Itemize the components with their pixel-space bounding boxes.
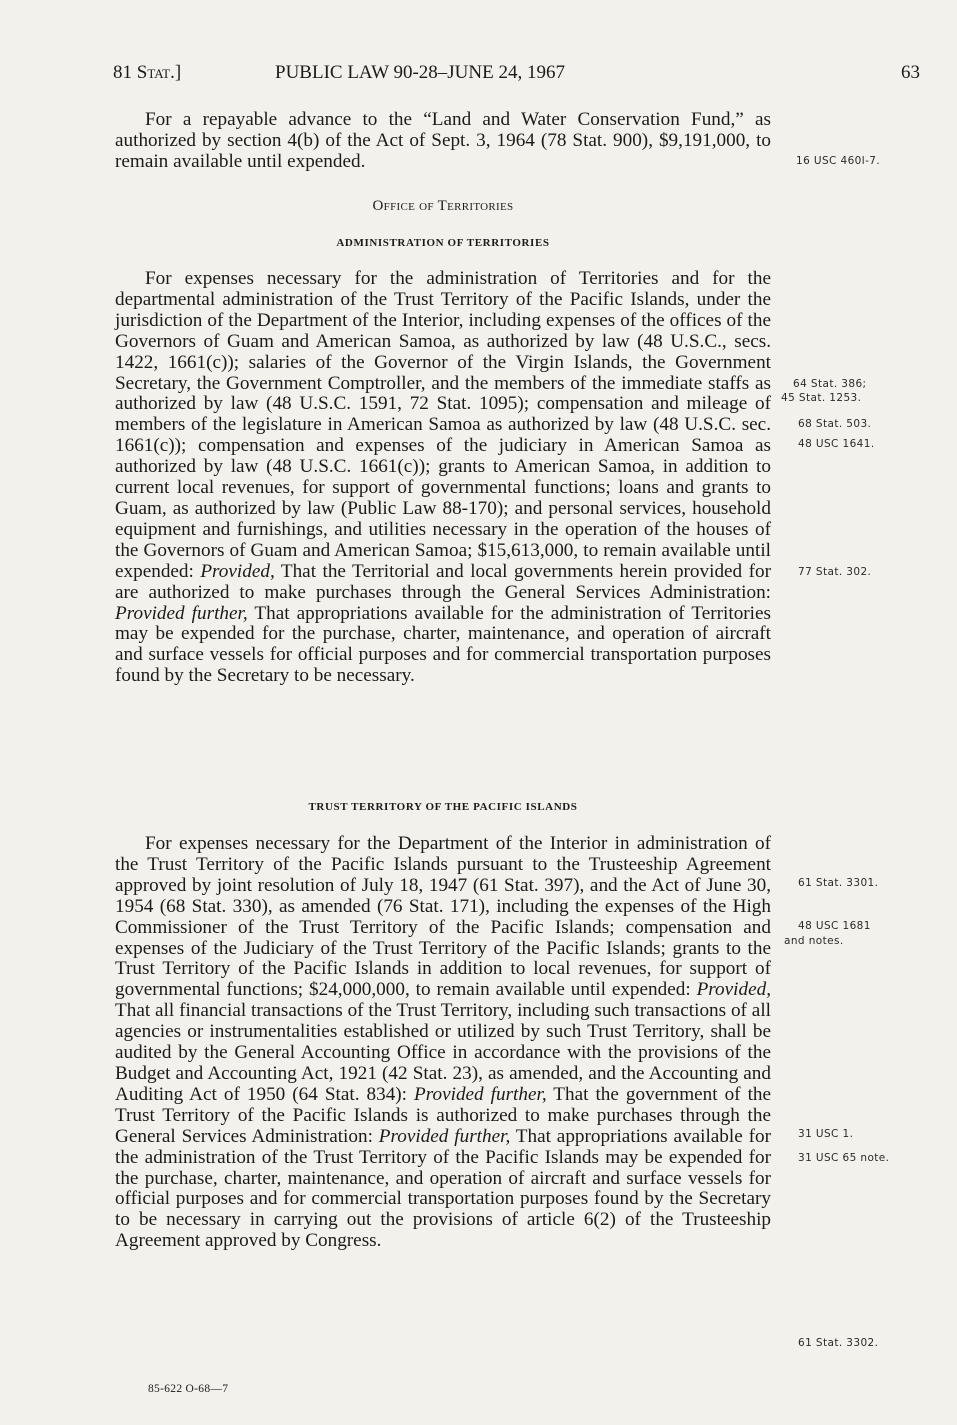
stat-citation	[113, 62, 181, 84]
margin-note: 48 USC 1681	[798, 920, 871, 932]
margin-note: 16 USC 460l-7.	[796, 155, 881, 167]
section-heading-trust-territory: TRUST TERRITORY OF THE PACIFIC ISLANDS	[308, 801, 578, 813]
page-number: 63	[901, 62, 920, 83]
stat-volume: 81	[113, 62, 132, 83]
administration-text-1: For expenses necessary for the administration of Territories and for the departmental administration of the Trust Territory of the Pacific Islands, under the jurisdiction of the Department of the Interior, including expenses of the offices of the Governors of Guam and American Samoa, as authorized by law (48 U.S.C., secs. 1422, 1661(c)); salaries of the Governor of the Virgin Islands, the Government Secretary, the Government Comptroller, and the members of the immediate staffs as authorized by law (48 U.S.C. 1591, 72 Stat. 1095); compensation and mileage of members of the legislature in American Samoa as authorized by law (48 U.S.C. sec. 1661(c)); compensation and expenses of the judiciary in American Samoa as authorized by law (48 U.S.C. 1661(c)); grants to American Samoa, in addition to current local revenues, for support of governmental functions; loans and grants to Guam, as authorized by law (Public Law 88-170); and personal services, household equipment and furnishings, and utilities necessary in the operation of the houses of the Governors of Guam and American Samoa; $15,613,000, to remain available until expended:	[115, 268, 771, 582]
office-heading: Office of Territories	[372, 198, 514, 214]
intro-paragraph: For a repayable advance to the “Land and Water Conservation Fund,” as authorized by section 4(b) of the Act of Sept. 3, 1964 (78 Stat. 900), $9,191,000, to remain available until expended.	[115, 109, 771, 172]
trust-proviso-1: Provided,	[696, 979, 771, 1001]
trust-text-4: That appropriations available for the administration of the Trust Territory of the Pacific Islands may be expended for the purchase, charter, maintenance, and operation of aircraft and surface vessels for official purposes and for commercial transportation purposes found by the Secretary to be necessary in carrying out the provisions of article 6(2) of the Trusteeship Agreement approved by Congress.	[115, 1125, 771, 1252]
trust-text-3: That the government of the Trust Territory of the Pacific Islands is authorized to make purchases through the General Services Administration:	[115, 1083, 772, 1147]
intro-section	[115, 110, 771, 173]
administration-proviso-2: Provided further,	[115, 602, 248, 624]
trust-territory-paragraph	[115, 834, 771, 1252]
stat-word: Stat.	[136, 62, 175, 83]
stat-bracket: ]	[174, 62, 182, 83]
administration-proviso-1: Provided,	[200, 560, 275, 582]
section-trust-territory-body	[115, 834, 771, 1252]
page-title: PUBLIC LAW 90-28–JUNE 24, 1967	[275, 62, 565, 83]
margin-note: 61 Stat. 3302.	[798, 1337, 879, 1349]
margin-note: 31 USC 1.	[798, 1128, 854, 1140]
margin-note: 48 USC 1641.	[798, 438, 875, 450]
trust-text-1: For expenses necessary for the Department of the Interior in administration of the Trust Territory of the Pacific Islands pursuant to the Trusteeship Agreement approved by joint resolution of July 18, 1947 (61 Stat. 397), and the Act of June 30, 1954 (68 Stat. 330), as amended (76 Stat. 171), including the expenses of the High Commissioner of the Trust Territory of the Pacific Islands; compensation and expenses of the Judiciary of the Trust Territory of the Pacific Islands; grants to the Trust Territory of the Pacific Islands in addition to local revenues, for support of governmental functions; $24,000,000, to remain available until expended:	[115, 833, 771, 1001]
trust-proviso-3: Provided further,	[378, 1125, 511, 1147]
section-administration-body	[115, 269, 771, 687]
trust-text-2: That all financial transactions of the Trust Territory, including such transactions of all agencies or instrumentalities established or utilized by such Trust Territory, shall be audited by the General Accounting Office in accordance with the provisions of the Budget and Accounting Act, 1921 (42 Stat. 23), as amended, and the Accounting and Auditing Act of 1950 (64 Stat. 834):	[115, 1000, 771, 1105]
footer-print-code: 85-622 O-68—7	[148, 1383, 229, 1395]
margin-note: 68 Stat. 503.	[798, 418, 872, 430]
administration-paragraph	[115, 269, 771, 687]
section-heading-administration: ADMINISTRATION OF TERRITORIES	[336, 237, 550, 249]
administration-text-2: That the Territorial and local governments herein provided for are authorized to make purchases through the General Services Administration:	[115, 560, 771, 603]
margin-note: 45 Stat. 1253.	[781, 392, 862, 404]
trust-proviso-2: Provided further,	[414, 1083, 547, 1105]
administration-text-3: That appropriations available for the administration of Territories may be expended for the purchase, charter, maintenance, and operation of aircraft and surface vessels for official purposes and for commercial transportation purposes found by the Secretary to be necessary.	[115, 602, 771, 687]
margin-note: 77 Stat. 302.	[798, 566, 872, 578]
margin-note: 31 USC 65 note.	[798, 1152, 890, 1164]
margin-note: 64 Stat. 386;	[793, 378, 867, 390]
margin-note: 61 Stat. 3301.	[798, 877, 879, 889]
margin-note: and notes.	[784, 935, 844, 947]
